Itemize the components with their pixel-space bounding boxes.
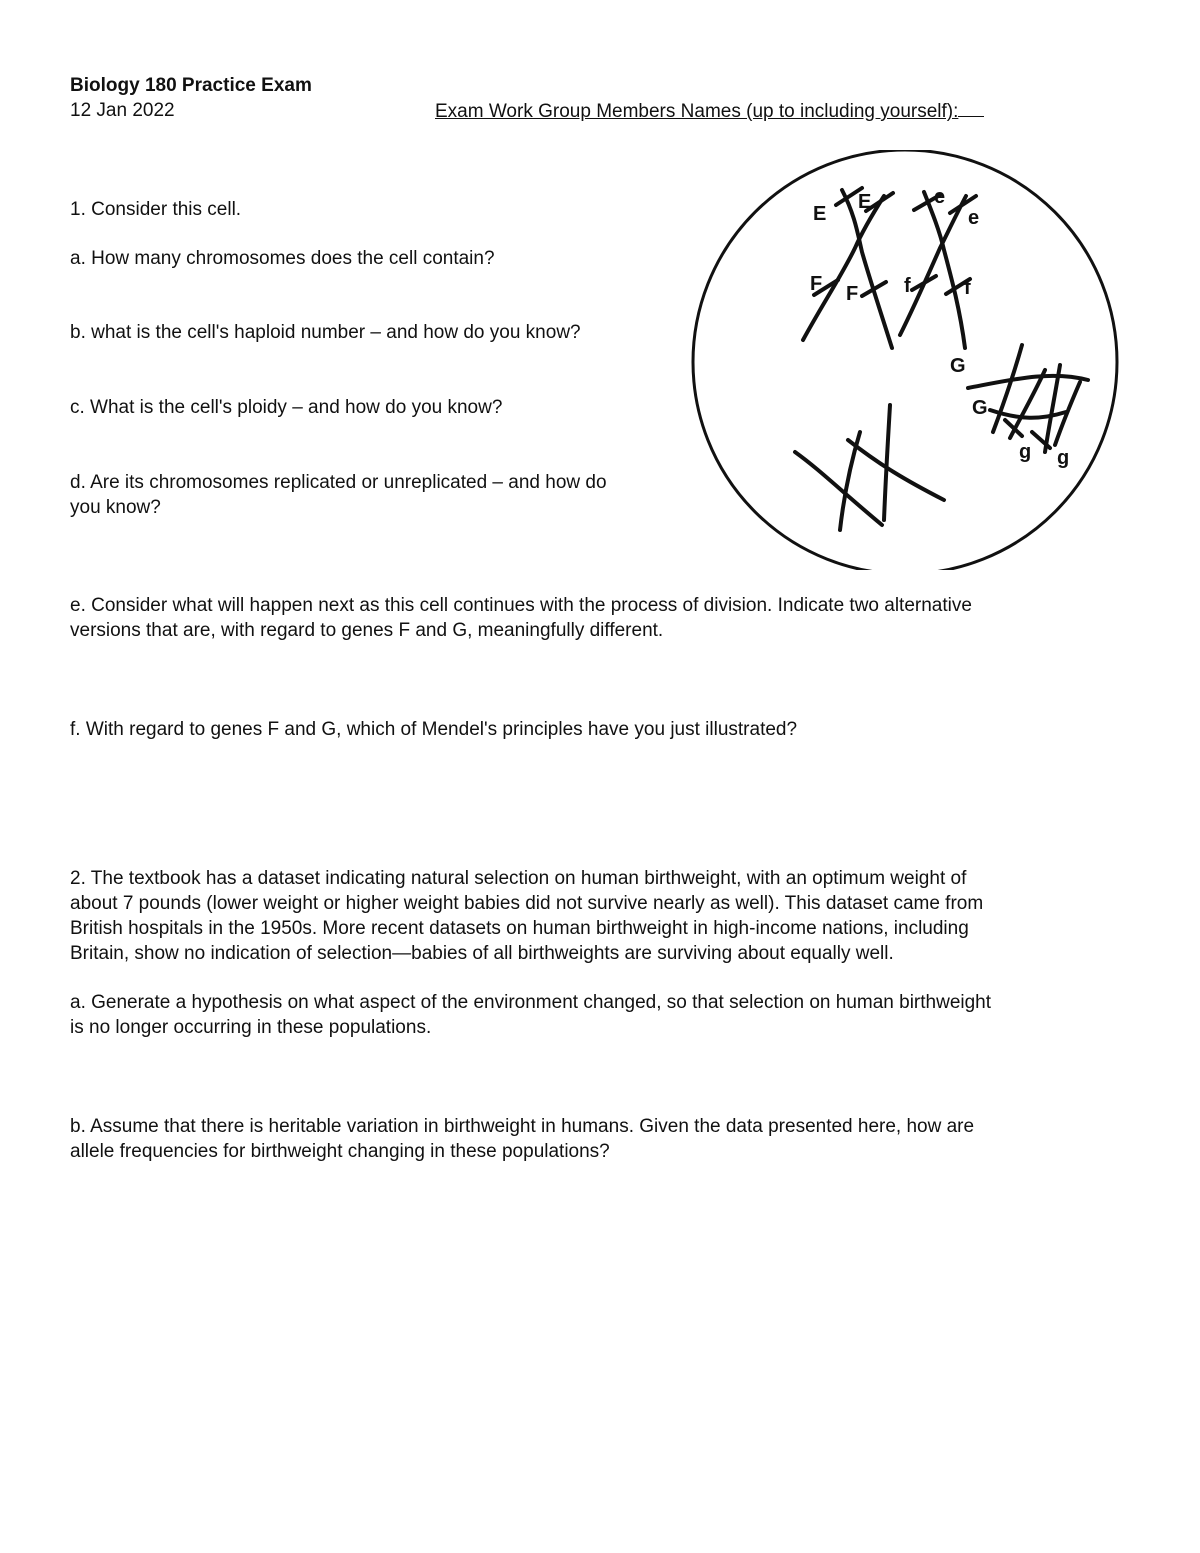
group-members-blank — [958, 98, 984, 117]
q2a-text-line1: a. Generate a hypothesis on what aspect of the environment changed, so that selection on human birthweight — [70, 992, 992, 1013]
q1d-text-line1: d. Are its chromosomes replicated or unreplicated – and how do — [70, 472, 607, 493]
allele-label-g-right: g — [1057, 447, 1070, 469]
q1b-text: b. what is the cell's haploid number – and how do you know? — [70, 322, 581, 343]
q2b-text-line2: allele frequencies for birthweight changing in these populations? — [70, 1141, 610, 1162]
allele-label-e-left: e — [934, 186, 946, 208]
allele-label-G-bottom: G — [972, 397, 988, 419]
allele-label-F-right: F — [846, 283, 859, 305]
q2b-text-line1: b. Assume that there is heritable variation in birthweight in humans. Given the data presented here, how are — [70, 1116, 975, 1137]
chromosome-G-arm — [968, 376, 1088, 388]
allele-label-E-left: E — [813, 203, 827, 225]
cell-membrane — [693, 150, 1117, 570]
q1d-text-line2: you know? — [70, 497, 161, 518]
chromatid-unlabeled-4 — [848, 440, 944, 500]
q2-text-line1: 2. The textbook has a dataset indicating natural selection on human birthweight, with an optimum weight of — [70, 868, 967, 889]
q1-intro: 1. Consider this cell. — [70, 199, 242, 220]
q1c-text: c. What is the cell's ploidy – and how do you know? — [70, 397, 503, 418]
q2-text-line4: Britain, show no indication of selection—babies of all birthweights are surviving about equally well. — [70, 943, 894, 964]
chromatid-unlabeled-3 — [884, 405, 890, 520]
q2-text-line2: about 7 pounds (lower weight or higher weight babies did not survive nearly as well). This dataset came from — [70, 893, 984, 914]
chromatid-G-left — [993, 345, 1022, 432]
q1e-text-line1: e. Consider what will happen next as this cell continues with the process of division. Indicate two alternative — [70, 595, 972, 616]
q1a-text: a. How many chromosomes does the cell contain? — [70, 248, 495, 269]
chromatid-unlabeled-2 — [795, 452, 882, 525]
allele-label-f-right: f — [964, 277, 971, 299]
q2a-text-line2: is no longer occurring in these populations. — [70, 1017, 432, 1038]
allele-label-f-left: f — [904, 275, 911, 297]
cell-diagram — [690, 150, 1130, 570]
allele-label-e-right: e — [968, 207, 980, 229]
allele-label-E-right: E — [858, 191, 872, 213]
q1f-text: f. With regard to genes F and G, which of Mendel's principles have you just illustrated? — [70, 719, 798, 740]
group-members-text: Exam Work Group Members Names (up to including yourself): — [435, 101, 959, 122]
allele-label-G-top: G — [950, 355, 966, 377]
exam-date: 12 Jan 2022 — [70, 100, 175, 121]
allele-label-F-left: F — [810, 273, 823, 295]
q1e-text-line2: versions that are, with regard to genes F and G, meaningfully different. — [70, 620, 664, 641]
group-members-label — [435, 98, 984, 124]
q2-text-line3: British hospitals in the 1950s. More recent datasets on human birthweight in high-income nations, including — [70, 918, 969, 939]
allele-label-g-left: g — [1019, 441, 1032, 463]
chromatid-E-left — [842, 190, 892, 348]
exam-title: Biology 180 Practice Exam — [70, 75, 312, 96]
